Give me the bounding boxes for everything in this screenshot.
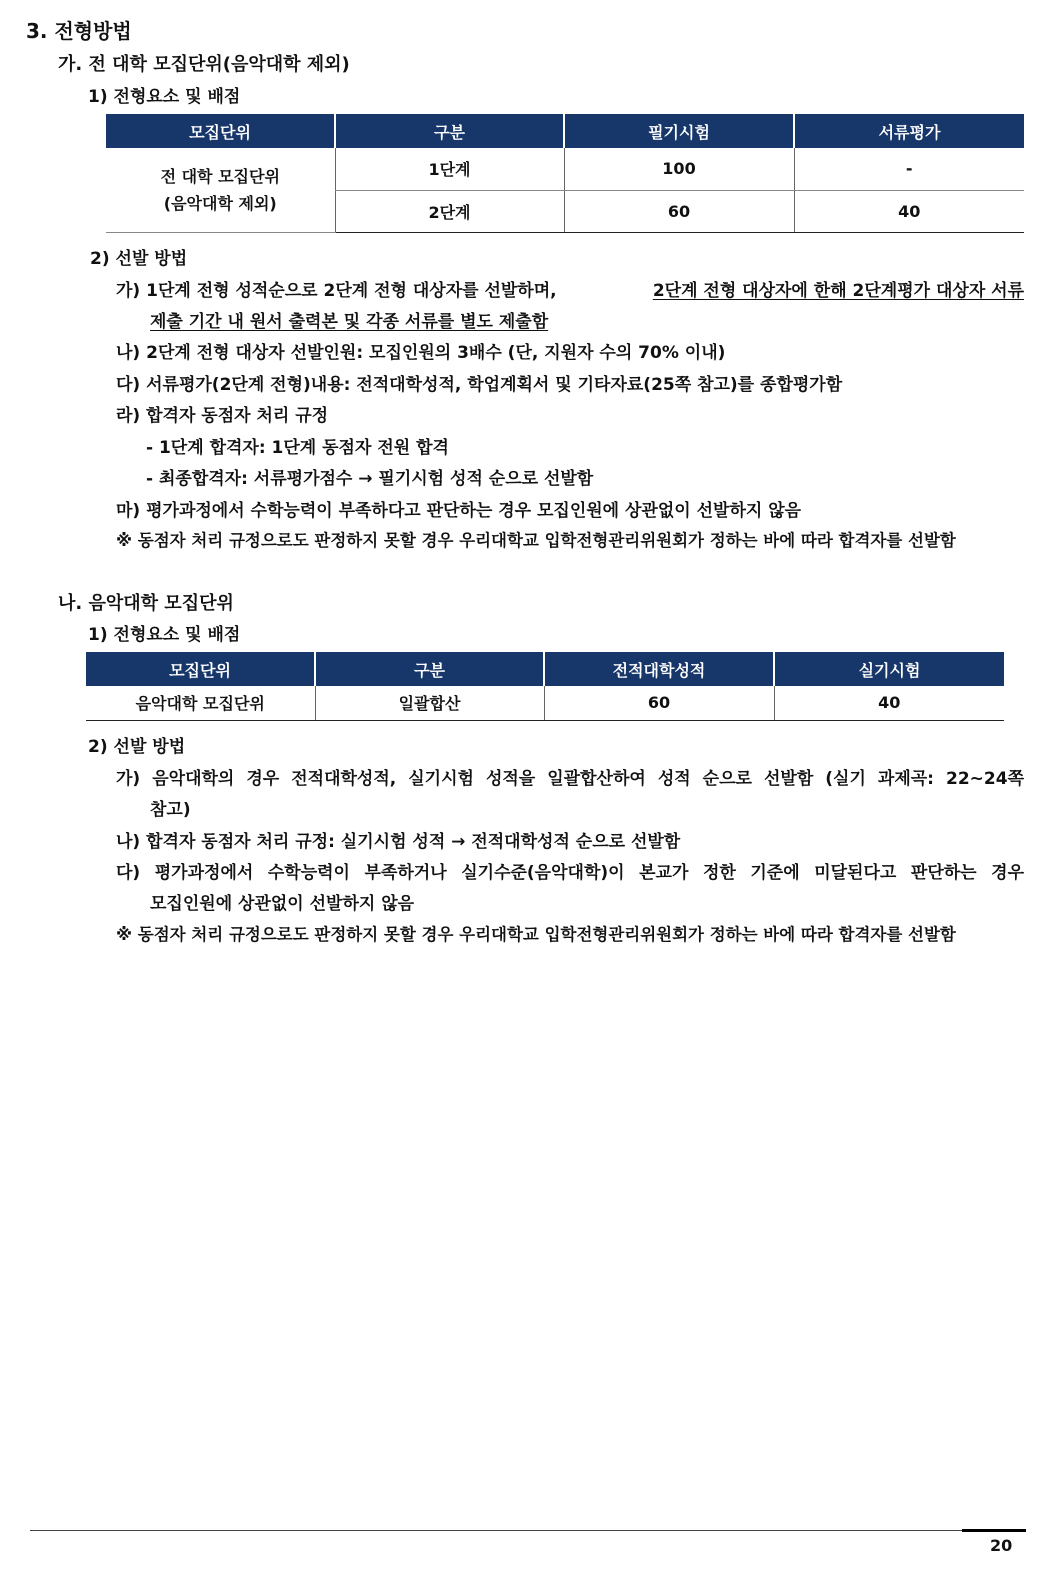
part-a-item-ra-dash1: - 1단계 합격자: 1단계 동점자 전원 합격 (146, 438, 449, 458)
table-cell-prior-grades: 60 (544, 686, 774, 720)
part-a-title: 가. 전 대학 모집단위(음악대학 제외) (58, 54, 350, 75)
table-cell-stage: 일괄합산 (315, 686, 544, 720)
part-a-sub2-title: 2) 선발 방법 (90, 249, 188, 269)
page-number: 20 (990, 1536, 1013, 1555)
part-b-item-ga-line2: 참고) (150, 800, 191, 820)
part-a-item-ga (116, 276, 1024, 301)
part-a-item-ra-dash2: - 최종합격자: 서류평가점수 → 필기시험 성적 순으로 선발함 (146, 469, 594, 489)
part-a-score-table (106, 114, 1024, 233)
table-header-prior-grades: 전적대학성적 (544, 652, 774, 686)
item-ga-prefix: 가) 1단계 전형 성적순으로 2단계 전형 대상자를 선발하며, (116, 281, 557, 301)
table-cell-stage-2: 2단계 (335, 190, 564, 232)
part-b-title: 나. 음악대학 모집단위 (58, 593, 234, 614)
section-title: 3. 전형방법 (26, 19, 132, 43)
part-b-item-da-line2: 모집인원에 상관없이 선발하지 않음 (150, 894, 415, 914)
item-ga-underlined: 2단계 전형 대상자에 한해 2단계평가 대상자 서류 (652, 281, 1024, 301)
part-b-sub1-title: 1) 전형요소 및 배점 (88, 625, 241, 645)
part-b-item-ga-line1: 가) 음악대학의 경우 전적대학성적, 실기시험 성적을 일괄합산하여 성적 순으로 선발함 (실기 과제곡: 22~24쪽 (116, 769, 1024, 789)
table-header-stage: 구분 (315, 652, 544, 686)
part-a-note: ※ 동점자 처리 규정으로도 판정하지 못할 경우 우리대학교 입학전형관리위원회가 정하는 바에 따라 합격자를 선발함 (116, 531, 956, 550)
unit-line-1: 전 대학 모집단위 (160, 166, 280, 186)
table-header-practical-exam: 실기시험 (774, 652, 1004, 686)
table-cell-unit: 음악대학 모집단위 (86, 686, 315, 720)
table-cell-written-1: 100 (564, 148, 794, 190)
table-cell-stage-1: 1단계 (335, 148, 564, 190)
footer-rule (30, 1530, 1026, 1531)
table-header-unit: 모집단위 (86, 652, 315, 686)
table-header-unit: 모집단위 (106, 114, 335, 148)
table-header-written-exam: 필기시험 (564, 114, 794, 148)
part-b-sub2-title: 2) 선발 방법 (88, 737, 186, 757)
part-b-item-da-line1: 다) 평가과정에서 수학능력이 부족하거나 실기수준(음악대학)이 본교가 정한 기준에 미달된다고 판단하는 경우 (116, 863, 1024, 883)
table-cell-practical: 40 (774, 686, 1004, 720)
footer-accent-rule (962, 1529, 1026, 1532)
part-b-score-table (86, 652, 1004, 721)
part-a-item-ma: 마) 평가과정에서 수학능력이 부족하다고 판단하는 경우 모집인원에 상관없이 선발하지 않음 (116, 501, 802, 521)
table-cell-unit (106, 148, 335, 232)
part-a-sub1-title: 1) 전형요소 및 배점 (88, 87, 241, 107)
unit-line-2: (음악대학 제외) (163, 193, 277, 213)
part-b-note: ※ 동점자 처리 규정으로도 판정하지 못할 경우 우리대학교 입학전형관리위원회가 정하는 바에 따라 합격자를 선발함 (116, 925, 956, 944)
part-b-item-na: 나) 합격자 동점자 처리 규정: 실기시험 성적 → 전적대학성적 순으로 선발함 (116, 832, 681, 852)
table-header-stage: 구분 (335, 114, 564, 148)
part-a-item-ra: 라) 합격자 동점자 처리 규정 (116, 406, 329, 426)
table-cell-document-1: - (794, 148, 1024, 190)
table-cell-written-2: 60 (564, 190, 794, 232)
part-a-item-da: 다) 서류평가(2단계 전형)내용: 전적대학성적, 학업계획서 및 기타자료(25쪽 참고)를 종합평가함 (116, 375, 843, 395)
part-a-item-na: 나) 2단계 전형 대상자 선발인원: 모집인원의 3배수 (단, 지원자 수의 70% 이내) (116, 343, 726, 363)
part-a-item-ga-line2: 제출 기간 내 원서 출력본 및 각종 서류를 별도 제출함 (150, 312, 549, 332)
table-cell-document-2: 40 (794, 190, 1024, 232)
table-header-document-eval: 서류평가 (794, 114, 1024, 148)
